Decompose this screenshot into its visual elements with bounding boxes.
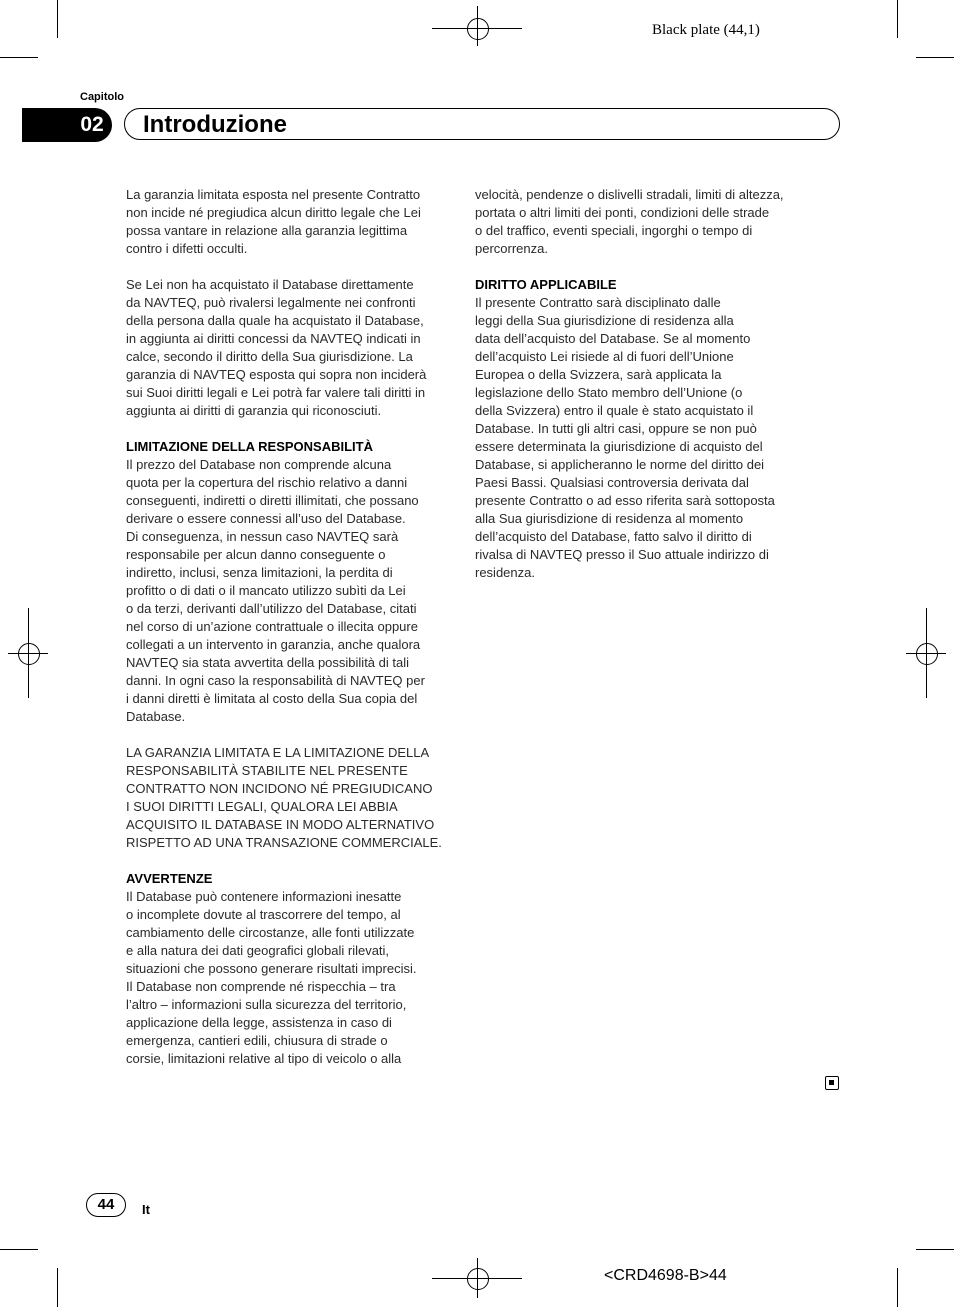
chapter-label: Capitolo	[80, 91, 124, 103]
registration-circle	[467, 1268, 489, 1290]
paragraph: Se Lei non ha acquistato il Database direttamente da NAVTEQ, può rivalersi legalmente nei confronti della persona dalla quale ha acquistato il Database, in aggiunta ai diritti concessi da NAVTEQ indicati in calce, secondo il diritto della Sua giurisdizione. La garanzia di NAVTEQ esposta qui sopra non inciderà sui Suoi diritti legali e Lei potrà far valere tali diritti in aggiunta ai diritti di garanzia qui riconosciuti.	[126, 277, 427, 418]
paragraph: Il prezzo del Database non comprende alcuna quota per la copertura del rischio relativo a danni conseguenti, indiretti o diretti illimitati, che possano derivare o essere connessi all’uso del Database. Di conseguenza, in nessun caso NAVTEQ sarà responsabile per alcun danno conseguente o indiretto, inclusi, senza limitazioni, la perdita di profitto o di dati o il mancato utilizzo subìti da Lei o da terzi, derivanti dall’utilizzo del Database, citati nel corso di un’azione contrattuale o illecita oppure collegati a un intervento in garanzia, anche qualora NAVTEQ sia stata avvertita della possibilità di tali danni. In ogni caso la responsabilità di NAVTEQ per i danni diretti è limitata al costo della Sua copia del Database.	[126, 457, 425, 724]
document-code: <CRD4698-B>44	[604, 1267, 727, 1284]
registration-circle	[916, 643, 938, 665]
crop-mark	[916, 1249, 954, 1250]
crop-mark	[0, 57, 38, 58]
chapter-title-box	[124, 108, 840, 140]
paragraph: Il presente Contratto sarà disciplinato dalle leggi della Sua giurisdizione di residenza alla data dell’acquisto del Database. Se al momento dell’acquisto Lei risiede al di fuori dell’Unione Europea o della Svizzera, sarà applicata la legislazione dello Stato membro dell’Unione (o della Svizzera) entro il quale è stato acquistato il Database. In tutti gli altri casi, oppure se non può essere determinata la giurisdizione di acquisto del Database, si applicheranno le norme del diritto dei Paesi Bassi. Qualsiasi controversia derivata dal presente Contratto o ad esso riferita sarà sottoposta alla Sua giurisdizione di residenza al momento dell’acquisto del Database, fatto salvo il diritto di rivalsa di NAVTEQ presso il Suo attuale indirizzo di residenza.	[475, 295, 775, 580]
crop-mark	[897, 1268, 898, 1307]
language-label: It	[142, 1202, 150, 1217]
section-heading: DIRITTO APPLICABILE	[475, 277, 617, 292]
crop-mark	[0, 1249, 38, 1250]
section-heading: AVVERTENZE	[126, 871, 213, 886]
chapter-number: 02	[80, 113, 104, 136]
crop-mark	[57, 1268, 58, 1307]
page-number: 44	[86, 1193, 126, 1217]
left-column	[126, 186, 456, 1086]
crop-mark	[57, 0, 58, 38]
right-column	[475, 186, 815, 600]
crop-mark	[916, 57, 954, 58]
chapter-title: Introduzione	[143, 111, 287, 138]
registration-circle	[18, 643, 40, 665]
crop-mark	[897, 0, 898, 38]
plate-label: Black plate (44,1)	[652, 22, 760, 38]
section-heading: LIMITAZIONE DELLA RESPONSABILITÀ	[126, 439, 373, 454]
registration-circle	[467, 18, 489, 40]
end-of-section-icon	[825, 1076, 839, 1090]
paragraph: Il Database può contenere informazioni inesatte o incomplete dovute al trascorrere del tempo, al cambiamento delle circostanze, alle fonti utilizzate e alla natura dei dati geografici globali rilevati, situazioni che possono generare risultati imprecisi. Il Database non comprende né rispecchia – tra l’altro – informazioni sulla sicurezza del territorio, applicazione della legge, assistenza in caso di emergenza, cantieri edili, chiusura di strade o corsie, limitazioni relative al tipo di veicolo o alla	[126, 889, 417, 1066]
paragraph: La garanzia limitata esposta nel presente Contratto non incide né pregiudica alcun diritto legale che Lei possa vantare in relazione alla garanzia legittima contro i difetti occulti.	[126, 187, 421, 256]
paragraph: LA GARANZIA LIMITATA E LA LIMITAZIONE DELLA RESPONSABILITÀ STABILITE NEL PRESENTE CONTRATTO NON INCIDONO NÉ PREGIUDICANO I SUOI DIRITTI LEGALI, QUALORA LEI ABBIA ACQUISITO IL DATABASE IN MODO ALTERNATIVO RISPETTO AD UNA TRANSAZIONE COMMERCIALE.	[126, 745, 442, 850]
paragraph: velocità, pendenze o dislivelli stradali, limiti di altezza, portata o altri limiti dei ponti, condizioni delle strade o del traffico, eventi speciali, ingorghi o tempo di percorrenza.	[475, 187, 784, 256]
